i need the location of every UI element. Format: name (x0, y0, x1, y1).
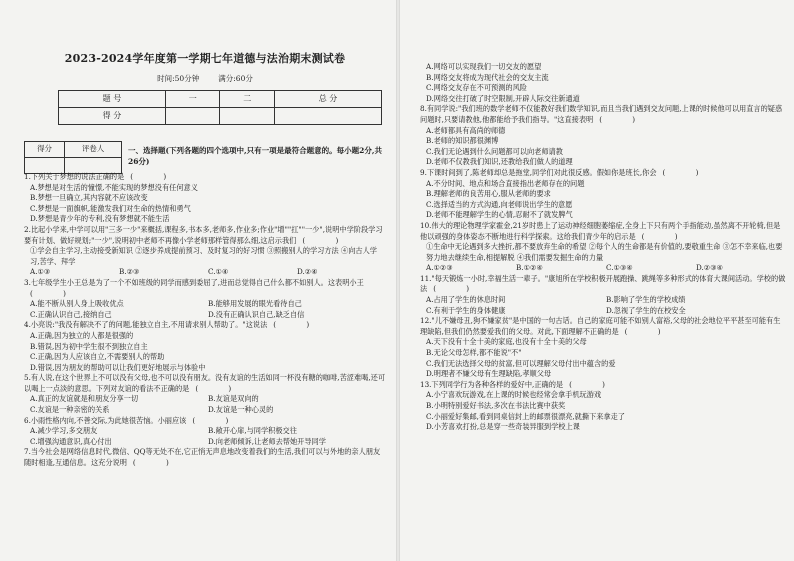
question-text: 7.当今社会是网络信息时代,微信、QQ等无处不在,它正悄无声息地改变着我们的生活,我们可以与外地的亲人朋友随时相逢,互通信息。这充分说明 (24, 447, 381, 468)
question-text: 11."每天锻炼一小时,幸福生活一辈子。"康旭所在学校积极开展跑操、跳绳等多种形式的体育大课间活动。学校的做法 (420, 273, 786, 294)
answer-paren: ( ) (569, 379, 619, 389)
option-text: B.能够用发展的眼光看待自己 (208, 299, 302, 309)
question-text: 3.七年级学生小王总是为了一个不如班级的同学而感到委屈了,进而总觉得自己什么都不如别人。这表明小王 (24, 277, 364, 287)
option-text: D.小芳喜欢打扮,总是穿一些奇装异服到学校上课 (426, 422, 580, 432)
question-stem (420, 221, 786, 242)
question-item (24, 172, 386, 225)
question-item (420, 62, 786, 104)
score-cell (220, 108, 275, 125)
option-text: B.网络交友将成为现代社会的交友主流 (426, 72, 549, 82)
exam-duration: 时间:50分钟 (157, 74, 200, 83)
question-item (420, 168, 786, 221)
answer-paren: ( ) (192, 415, 243, 425)
score-cell: 二 (220, 91, 275, 108)
option-text: C.有利于学生的身体健康 (426, 305, 506, 315)
option-text: D.梦想是青少年的专利,没有梦想就不能生活 (30, 214, 170, 224)
question-stem (420, 380, 786, 391)
choice-text: D.②④ (297, 267, 318, 277)
question-item (420, 221, 786, 274)
option-text: A.真正的友谊就是和朋友分享一切 (30, 394, 139, 404)
option-text: D.没有正确认识自己,缺乏自信 (208, 309, 305, 319)
right-column (416, 0, 786, 561)
option-text: D.错误,因为朋友的帮助可以让我们更好地展示与体验中 (30, 362, 206, 372)
option-text: B.梦想一旦确立,其内容就不应该改变 (30, 193, 148, 203)
option-row (24, 426, 386, 437)
question-stem (420, 274, 786, 295)
option-text: A.占用了学生的休息时间 (426, 295, 506, 305)
choice-text: B.①②④ (516, 263, 543, 273)
question-stem (24, 320, 386, 331)
question-item (24, 225, 386, 278)
exam-title: 2023-2024学年度第一学期七年道德与法治期末测试卷 (64, 52, 346, 65)
option-text: D.友谊是一种心灵的 (208, 405, 274, 415)
option-text: D.忽视了学生的在校安全 (606, 305, 686, 315)
option-text: C.梦想是一面旗帜,能激发我们对生命的热情和勇气 (30, 203, 191, 213)
question-text: 10.伟大的理论物理学家霍金,21岁时患上了运动神经细胞萎缩症,全身上下只有两个手指能动,虽然离不开轮椅,但是他以顽强的身体姿态不断地进行科学探索。这给我们青少年的启示是 (420, 220, 781, 241)
option-text: A.正确,因为独立的人都是很强的 (30, 330, 134, 340)
score-cell (165, 108, 220, 125)
question-stem (420, 316, 786, 337)
choice-text: B.②③ (119, 267, 140, 277)
question-text: 8.有同学说:"我们班的数学老师不仅能教好我们数学知识,而且当我们遇到交友问题,上课的时候他可以用直言的疑惑问题时,只要请教他,他都能给予我们指导。"这直接表明 (420, 104, 783, 124)
question-text: 1.下列关于梦想的说法正确的是 (24, 172, 125, 181)
option-text: A.减少学习,多交朋友 (30, 426, 98, 436)
question-item (420, 104, 786, 168)
question-stem (24, 225, 386, 246)
option-text: A.天下没有十全十美的家庭,也没有十全十美的父母 (426, 337, 587, 347)
section-heading: 一、选择题(下列各题的四个选项中,只有一项是最符合题意的。每小题2分,共26分) (128, 146, 382, 166)
option-text: A.能不断从别人身上吸收优点 (30, 299, 124, 309)
grader-table (24, 141, 122, 174)
question-item (24, 278, 386, 320)
option-text: D.老师不能理解学生的心情,忍耐不了就发脾气 (426, 210, 573, 220)
question-stem (24, 172, 386, 183)
exam-time-line (22, 74, 388, 85)
question-text: 12."儿不嫌母丑,狗不嫌家贫"是中国的一句古话。自己的家庭可能不如别人富裕,父母的社会地位平平甚至可能有生理缺陷,但我们仍然要爱我们的父母。对此,下面理解不正确的是 (420, 316, 781, 336)
score-cell: 总 分 (275, 91, 382, 108)
answer-paren: ( ) (30, 288, 80, 298)
right-questions (420, 62, 786, 433)
option-text: C.我们无论遇到什么问题都可以向老师请教 (426, 146, 563, 156)
choice-text: D.②③④ (696, 263, 724, 273)
option-text: C.正确认识自己,接纳自己 (30, 309, 112, 319)
option-text: B.理解老师的良苦用心,服从老师的要求 (426, 189, 551, 199)
option-text: B.老师的知识都很渊博 (426, 136, 499, 146)
answer-paren: ( ) (641, 231, 692, 241)
option-text: D.向老师倾诉,让老师去帮她开导同学 (208, 436, 326, 446)
question-item (24, 447, 386, 468)
option-row (420, 295, 786, 306)
choice-text: A.①②③ (426, 263, 453, 273)
option-text: C.增强沟通意识,真心付出 (30, 436, 112, 446)
answer-paren: ( ) (599, 114, 650, 124)
choice-text: A.①③ (30, 267, 51, 277)
score-table-row (59, 91, 382, 108)
option-text: C.正确,因为人应该自立,不需要别人的帮助 (30, 352, 165, 362)
option-text: B.友谊是双向的 (208, 394, 259, 404)
option-row (24, 394, 386, 405)
choice-row (24, 267, 386, 278)
question-stem (24, 447, 386, 468)
answer-paren: ( ) (624, 326, 675, 336)
left-column (12, 0, 386, 561)
grader-row (25, 142, 122, 158)
question-item (24, 373, 386, 415)
question-item (420, 274, 786, 316)
option-row (24, 405, 386, 416)
score-cell: 题 号 (59, 91, 166, 108)
option-text: A.老师都具有高尚的师德 (426, 125, 506, 135)
question-stem (24, 373, 386, 394)
question-stem (420, 168, 786, 179)
answer-paren: ( ) (433, 284, 484, 294)
page-fold (396, 0, 400, 561)
answer-paren: ( ) (662, 167, 713, 177)
question-item (24, 320, 386, 373)
option-text: ①学会自主学习,主动接受新知识 ②逐步养成提前预习、及时复习的好习惯 ③照搬别人的学习方法 ④向古人学习,苦学、拜学 (30, 246, 377, 266)
option-row (24, 310, 386, 321)
answer-paren: ( ) (132, 458, 183, 468)
option-text: A.网络可以实现我们一切交友的愿望 (426, 62, 542, 71)
option-text: B.小明特别爱好书法,多次在书法比赛中获奖 (426, 401, 566, 410)
grader-cell: 得分 (25, 142, 65, 158)
score-cell: 得 分 (59, 108, 166, 125)
question-text: 13.下列同学行为各种各样的爱好中,正确的是 (420, 379, 564, 389)
option-text: B.影响了学生的学校成绩 (606, 295, 686, 305)
option-row (24, 437, 386, 448)
option-text: A.小宁喜欢玩游戏,在上课的时候也经常会拿手机玩游戏 (426, 390, 602, 400)
question-stem (420, 104, 786, 125)
choice-row (420, 263, 786, 274)
question-text: 9.下课时间到了,陈老师却总是拖堂,同学们对此很反感。假如你是班长,你会 (420, 167, 657, 177)
answer-paren: ( ) (130, 172, 181, 181)
option-text: A.不分时间、地点和场合直接指出老师存在的问题 (426, 178, 585, 188)
question-stem (24, 278, 386, 299)
option-text: A.梦想是对生活的憧憬,不能实现的梦想没有任何意义 (30, 182, 198, 192)
score-cell (275, 108, 382, 125)
question-text: 2.比起小学来,中学可以用"三多一少"来概括,课程多,书本多,老师多,作业多;作业"增""扛""一少",说明中学阶段学习要有计划、做好规划;"一少",说明初中老师不再像小学老师那样管得那么细,这启示我们 (24, 224, 383, 245)
question-text: 5.有人说,在这个世界上不可以没有父母,也不可以没有朋友。没有友谊的生活如同一杯没有糖的咖啡,苦涩难喝,还可以喝上一点淡的意思。下列对友谊的看法不正确的是 (24, 373, 386, 393)
option-text: C.我们无法选择父母的贫富,但可以理解父母付出中蕴含的爱 (426, 358, 616, 368)
option-text: C.选择适当的方式沟通,向老师说出学生的意愿 (426, 199, 573, 209)
option-text: C.小丽爱好集邮,看到同桌信封上的邮票很漂亮,就撕下来拿走了 (426, 411, 625, 421)
question-item (420, 316, 786, 380)
option-text: D.明理者不嫌父母有生理缺陷,孝顺父母 (426, 369, 552, 379)
option-row (420, 306, 786, 317)
option-row (24, 299, 386, 310)
option-text: D.网络交往打破了时空限制,开辟人际交往新通道 (426, 93, 580, 103)
option-text: D.老师不仅教我们知识,还教给我们做人的道理 (426, 157, 573, 167)
grader-cell: 评卷人 (65, 142, 122, 158)
option-text: C.友谊是一种亲密的关系 (30, 405, 110, 415)
answer-paren: ( ) (302, 235, 353, 245)
option-text: C.网络交友存在不可预测的风险 (426, 83, 527, 93)
option-text: B.敞开心扉,与同学积极交往 (208, 426, 297, 436)
score-table-row (59, 108, 382, 125)
option-text: B.错误,因为初中学生很不到独立自主 (30, 341, 148, 351)
question-stem (24, 416, 386, 427)
question-text: 6.小雨性格内向,不善交际,为此她很苦恼。小丽应该 (24, 415, 187, 425)
answer-paren: ( ) (195, 383, 246, 393)
score-cell: 一 (165, 91, 220, 108)
question-text: 4.小亮说:"我没有解决不了的问题,能独立自主,不用请求别人帮助了。"这说法 (24, 320, 268, 330)
answer-paren: ( ) (273, 320, 324, 330)
left-questions (24, 172, 386, 469)
choice-text: C.①③④ (606, 263, 633, 273)
option-text: B.无论父母怎样,都不能说"不" (426, 348, 522, 358)
question-item (24, 416, 386, 448)
exam-full-score: 满分:60分 (218, 74, 253, 83)
option-text: ①生命中无论遇到多大挫折,都不要放弃生命的希望 ②每个人的生命都是有价值的,要敬重生命 ③怎不幸来临,也要努力地去继续生命,相提解脱 ④我们需要发掘生命的力量 (426, 242, 783, 262)
question-item (420, 380, 786, 433)
choice-text: C.①④ (208, 267, 229, 277)
score-table (58, 90, 382, 125)
